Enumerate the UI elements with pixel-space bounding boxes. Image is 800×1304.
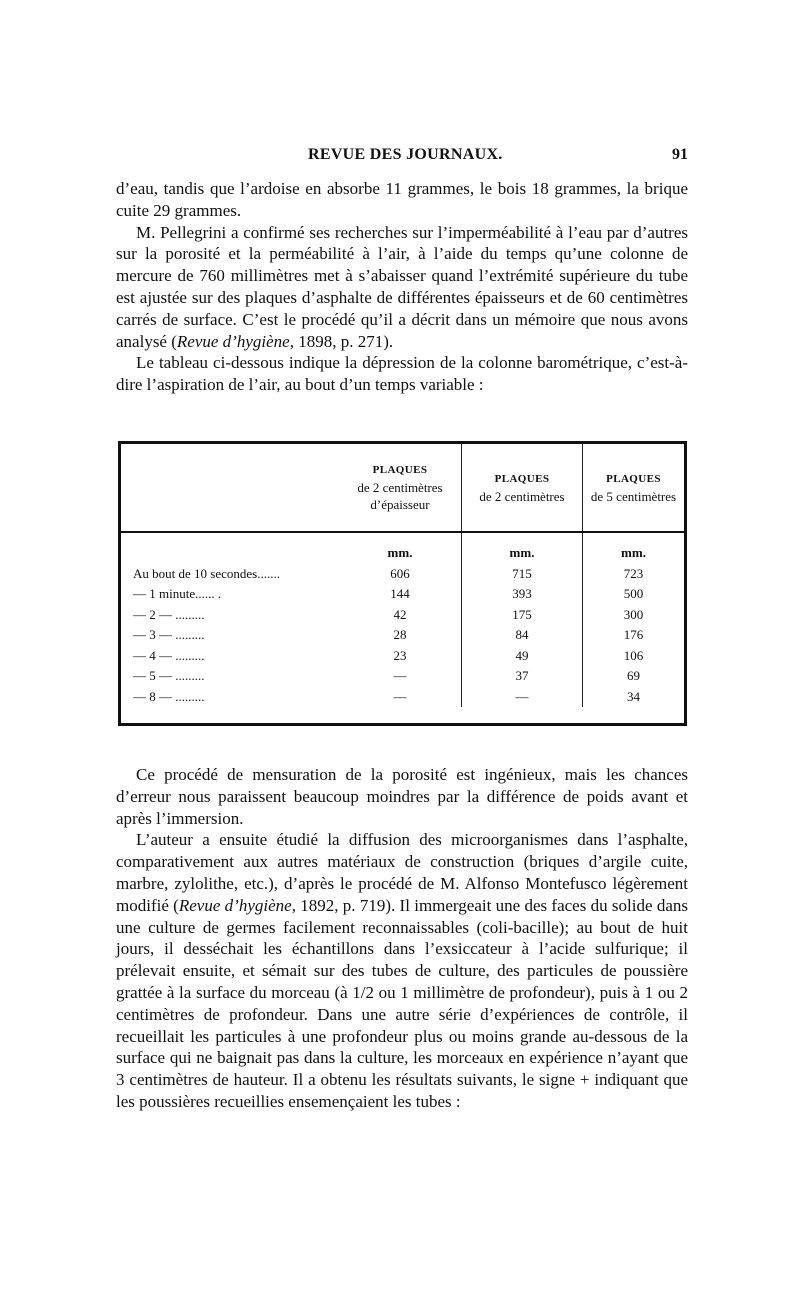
value-cell: 723: [623, 565, 644, 581]
value-cell: 42: [339, 605, 462, 626]
row-label: — 1 minute...... .: [133, 586, 222, 602]
table-row: [121, 584, 684, 605]
paragraph-1: d’eau, tandis que l’ardoise en absorbe 11 grammes, le bois 18 grammes, la brique cuite 29 grammes.: [116, 179, 688, 220]
row-label: — 8 — .........: [133, 688, 205, 704]
table-row: [121, 605, 684, 626]
table-row: [121, 687, 684, 708]
value-cell: 69: [627, 668, 640, 684]
value-cell: —: [462, 687, 583, 708]
unit-cell: mm.: [462, 543, 583, 564]
table-row: [121, 564, 684, 585]
value-cell: 84: [462, 625, 583, 646]
column-header-2-sub1: de 2 centimètres: [479, 488, 565, 504]
units-label-cell: [121, 543, 339, 564]
value-cell: 144: [339, 584, 462, 605]
table-units-row: [121, 543, 684, 564]
text-after-table: [116, 764, 688, 1113]
value-cell: 176: [623, 627, 644, 643]
table-spacer-row: [121, 532, 684, 543]
value-cell: —: [339, 687, 462, 708]
value-cell: 175: [462, 605, 583, 626]
row-label: — 4 — .........: [133, 647, 205, 663]
value-cell: 106: [623, 647, 644, 663]
column-header-1-sub2: d’épaisseur: [370, 497, 430, 512]
row-label: — 2 — .........: [133, 606, 205, 622]
value-cell: 34: [627, 688, 640, 704]
value-cell: 500: [623, 586, 644, 602]
unit-cell: mm.: [339, 543, 462, 564]
row-label: — 3 — .........: [133, 627, 205, 643]
value-cell: 300: [623, 606, 644, 622]
paragraph-2: [116, 222, 688, 353]
column-header-2: [462, 444, 583, 532]
value-cell: 28: [339, 625, 462, 646]
column-header-1: [339, 444, 462, 532]
column-header-1-title: PLAQUES: [372, 464, 428, 476]
paragraph-4: Ce procédé de mensuration de la porosité est ingénieux, mais les chances d’erreur nous paraissent beaucoup moindres par la différence de poids avant et après l’immersion.: [116, 765, 688, 828]
page-number: 91: [672, 146, 688, 163]
row-label: Au bout de 10 secondes.......: [133, 565, 280, 581]
value-cell: 715: [462, 564, 583, 585]
table-row: [121, 625, 684, 646]
table-header-row: [121, 444, 684, 532]
column-header-3-sub1: de 5 centimètres: [590, 488, 677, 504]
column-header-1-sub1: de 2 centimètres: [357, 480, 443, 495]
citation-revue-hygiene-1892: Revue d’hygiène: [178, 895, 292, 915]
barometric-depression-table: [121, 444, 684, 707]
value-cell: 23: [339, 646, 462, 667]
paragraph-5: [116, 829, 688, 1112]
value-cell: 49: [462, 646, 583, 667]
paragraph-5-text-b: , 1892, p. 719). Il immergeait une des faces du solide dans une culture de germes facilement reconnaissables (coli-bacille); au bout de huit jours, il desséchait les échantillons dans l’exsiccateur à l’acide sulfurique; il prélevait ensuite, et sémait sur des tubes de culture, des particules de poussière grattée à la surface du morceau (à 1/2 ou 1 millimètre de profondeur), puis à 1 ou 2 centimètres de profondeur. Dans une autre série d’expériences de contrôle, il recueillait les particules à une profondeur plus ou moins grande au-dessous de la surface qui ne baignait pas dans la culture, les morceaux en expérience n’ayant que 3 centimètres de hauteur. Il a obtenu les résultats suivants, le signe + indiquant que les poussières recueillies ensemençaient les tubes :: [116, 895, 688, 1111]
paragraph-2-text-a: M. Pellegrini a confirmé ses recherches sur l’imperméabilité à l’eau par d’autres sur la porosité et la perméabilité à l’air, à l’aide du temps qu’une colonne de mercure de 760 millimètres met à s’abaisser quand l’extrémité supérieure du tube est ajustée sur des plaques d’asphalte de différentes épaisseurs et de 60 centimètres carrés de surface. C’est le procédé qu’il a décrit dans un mémoire que nous avons analysé (: [116, 222, 688, 351]
column-header-3-title: PLAQUES: [606, 472, 661, 485]
unit-cell: mm.: [621, 545, 646, 561]
paragraph-3: Le tableau ci-dessous indique la dépression de la colonne barométrique, c’est-à-dire l’aspiration de l’air, au bout d’un temps variable :: [116, 353, 688, 395]
running-title: REVUE DES JOURNAUX.: [308, 146, 503, 163]
results-table-frame: [118, 441, 687, 726]
row-label: — 5 — .........: [133, 668, 205, 684]
value-cell: —: [339, 666, 462, 687]
value-cell: 393: [462, 584, 583, 605]
table-row: [121, 666, 684, 687]
paragraph-2-text-b: , 1898, p. 271).: [289, 331, 394, 351]
value-cell: 606: [339, 564, 462, 585]
running-header: [116, 146, 688, 170]
citation-revue-hygiene-1898: Revue d’hygiène: [176, 331, 290, 351]
header-blank-cell: [121, 444, 339, 532]
column-header-3: [583, 444, 685, 532]
text-before-table: [116, 178, 688, 396]
column-header-2-title: PLAQUES: [494, 472, 550, 485]
table-row: [121, 646, 684, 667]
value-cell: 37: [462, 666, 583, 687]
paragraph-5-text-a: L’auteur a ensuite étudié la diffusion des microorganismes dans l’asphalte, comparativement aux autres matériaux de construction (briques d’argile cuite, marbre, zylolithe, etc.), d’après le procédé de M. Alfonso Montefusco légèrement modifié (: [116, 830, 688, 915]
